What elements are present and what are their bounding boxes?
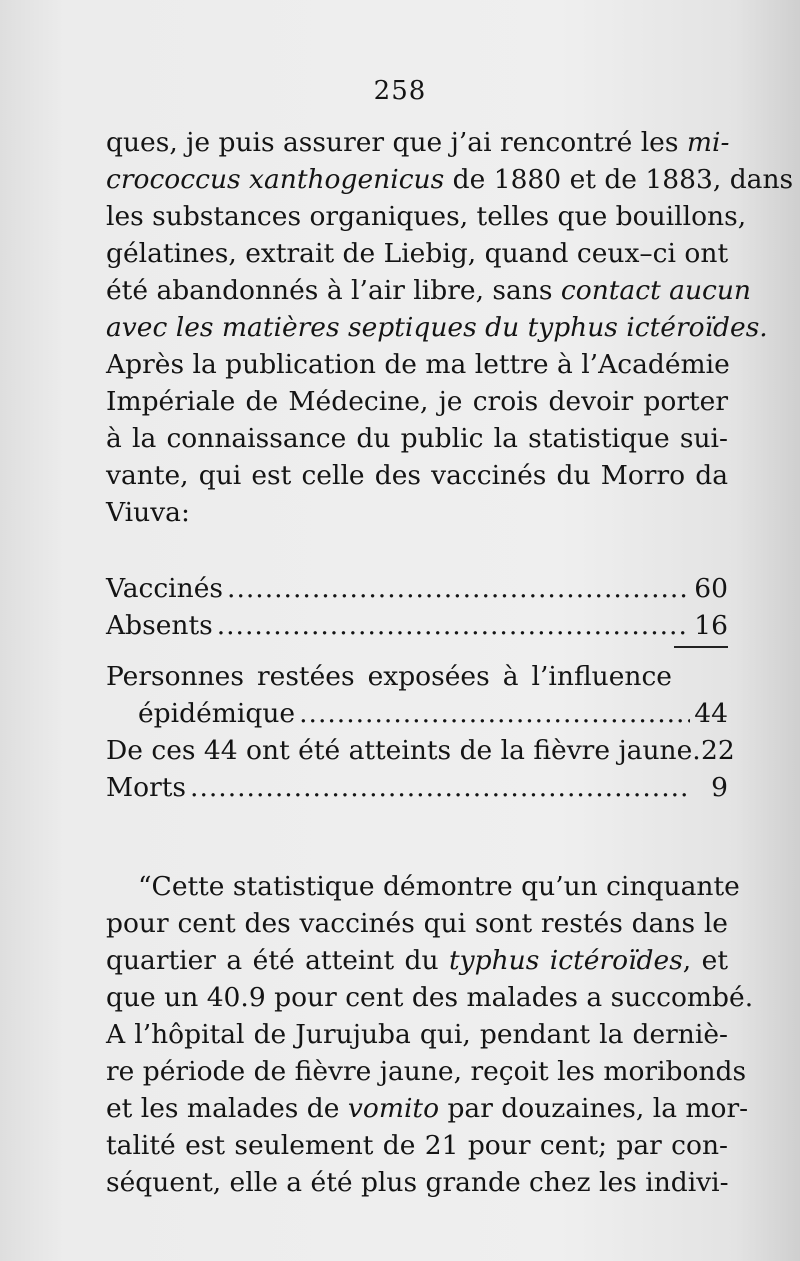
text-line: et les malades de vomito par douzaines, la mor- bbox=[106, 1093, 749, 1124]
italic-run: typhus ictéroïdes bbox=[449, 945, 683, 976]
text-line: talité est seulement de 21 pour cent; par con- bbox=[106, 1130, 728, 1161]
text-line: à la connaissance du public la statistique sui- bbox=[106, 423, 728, 454]
page-number: 258 bbox=[373, 76, 427, 106]
subtraction-rule bbox=[674, 646, 728, 648]
text-line: Viuva: bbox=[106, 497, 190, 528]
stat-value: 16 bbox=[694, 610, 728, 641]
italic-run: contact aucun bbox=[560, 275, 751, 306]
italic-run: crococcus xanthogenicus bbox=[106, 164, 445, 195]
stat-row-exposed bbox=[106, 658, 728, 732]
stat-row-absents bbox=[106, 607, 728, 644]
leader-dots bbox=[227, 570, 690, 607]
leader-dots bbox=[299, 695, 690, 732]
stat-label: Personnes restées exposées à l’influence bbox=[106, 661, 672, 692]
text-line: ques, je puis assurer que j’ai rencontré les mi- bbox=[106, 127, 730, 158]
stat-row-vaccines bbox=[106, 570, 728, 607]
text-line: quartier a été atteint du typhus ictéroïdes, et bbox=[106, 945, 729, 976]
italic-run: mi- bbox=[686, 127, 730, 158]
italic-run: avec les matières septiques du typhus ictéroïdes. bbox=[106, 312, 768, 343]
subtraction-rule-row bbox=[106, 644, 728, 658]
text-line bbox=[106, 309, 768, 346]
text-line: gélatines, extrait de Liebig, quand ceux–ci ont bbox=[106, 238, 729, 269]
text-line: séquent, elle a été plus grande chez les indivi- bbox=[106, 1167, 729, 1198]
stat-value: 60 bbox=[694, 573, 728, 604]
stat-value: 9 bbox=[711, 772, 728, 803]
italic-run: vomito bbox=[347, 1093, 440, 1124]
paragraph-bottom bbox=[106, 868, 754, 1201]
text-line: re période de fièvre jaune, reçoit les moribonds bbox=[106, 1056, 747, 1087]
text-line: été abandonnés à l’air libre, sans contact aucun bbox=[106, 275, 751, 306]
stat-label: Vaccinés bbox=[106, 573, 224, 604]
text-line: “Cette statistique démontre qu’un cinquante bbox=[138, 871, 740, 902]
leader-dots bbox=[190, 769, 690, 806]
paragraph-top bbox=[106, 124, 794, 531]
stat-value: 44 bbox=[694, 698, 728, 729]
text-line: les substances organiques, telles que bouillons, bbox=[106, 201, 747, 232]
stat-label: De ces 44 ont été atteints de la fièvre jaune. bbox=[106, 735, 701, 766]
text-line: Impériale de Médecine, je crois devoir porter bbox=[106, 386, 728, 417]
leader-dots bbox=[217, 607, 690, 644]
text-line: crococcus xanthogenicus de 1880 et de 1883, dans bbox=[106, 164, 794, 195]
text-line: Après la publication de ma lettre à l’Académie bbox=[106, 349, 730, 380]
text-line: que un 40.9 pour cent des malades a succombé. bbox=[106, 982, 754, 1013]
text-line: pour cent des vaccinés qui sont restés dans le bbox=[106, 908, 728, 939]
stat-label-continued: épidémique bbox=[138, 698, 296, 729]
stat-row-attained bbox=[106, 732, 735, 769]
stat-value: 22 bbox=[700, 735, 735, 766]
stat-label: Morts bbox=[106, 772, 187, 803]
statistics-table bbox=[106, 570, 735, 806]
stat-label: Absents bbox=[106, 610, 213, 641]
text-line: vante, qui est celle des vaccinés du Morro da bbox=[106, 460, 728, 491]
stat-row-morts bbox=[106, 769, 728, 806]
text-line: A l’hôpital de Jurujuba qui, pendant la derniè- bbox=[106, 1019, 728, 1050]
